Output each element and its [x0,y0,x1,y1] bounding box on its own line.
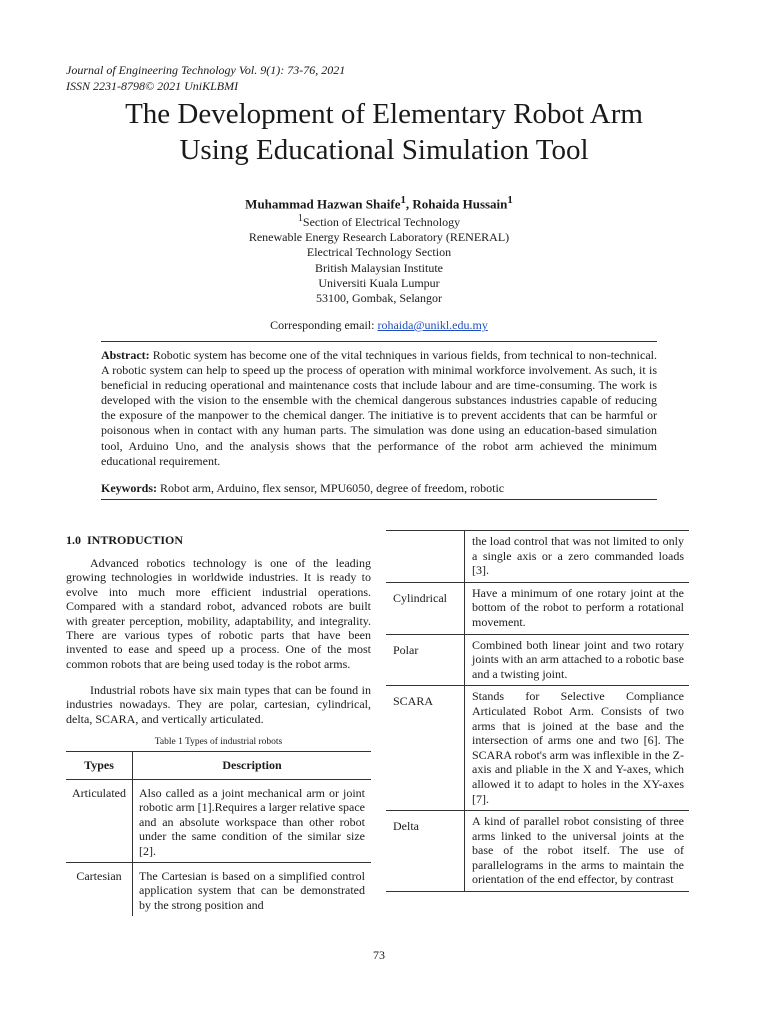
affiliation-block [0,211,758,306]
author-2: Rohaida Hussain [412,196,508,212]
author-list [0,194,758,212]
email-label: Corresponding email: [270,318,378,332]
author-1-affil-sup: 1 [400,194,406,206]
table-row [386,811,689,892]
affiliation-line: Universiti Kuala Lumpur [318,275,440,290]
table-row [386,634,689,686]
affiliation-line: Renewable Energy Research Laboratory (RENERAL) [248,230,510,245]
section-number: 1.0 [66,533,81,547]
title-line-2: Using Educational Simulation Tool [179,134,589,166]
table-row [66,863,371,917]
row-type: SCARA [386,686,465,811]
journal-header [66,62,345,94]
author-1: Muhammad Hazwan Shaife [245,196,401,212]
journal-issn: ISSN 2231-8798© 2021 UniKLBMI [66,79,239,93]
affiliation-line: 53100, Gombak, Selangor [316,291,442,306]
row-type: Delta [386,811,465,892]
intro-paragraph-1: Advanced robotics technology is one of the leading growing technologies in worldwide industries. It is ready to evolve into much more efficient industrial operations. Compared with a standard robot, advanced robots are built with greater perception, mobility, adaptability, and integrality. There are various types of robotic parts that have been invented to ease and speed up a process. One of the most common robots that are being used today is the robot arms. [66,556,371,671]
journal-citation: Journal of Engineering Technology Vol. 9(1): 73-76, 2021 [66,63,346,77]
row-description: Stands for Selective Compliance Articulated Robot Arm. Consists of two arms that is joined at the base and the intersection of arms one and two [6]. The SCARA robot's arm was inflexible in the Z-axis and pliable in the X and Y-axes, which allowed it to adapt to holes in the XY-axes [7]. [465,686,690,811]
row-description: A kind of parallel robot consisting of three arms linked to the universal joints at the base of the robot itself. The use of parallelograms in the arms to maintain the orientation of the end effector, by contrast [465,811,690,892]
robot-types-table-right [386,530,689,892]
row-description: the load control that was not limited to only a single axis or a zero commanded loads [3]. [465,531,690,583]
intro-paragraph-2: Industrial robots have six main types that can be found in industries nowadays. They are polar, cartesian, cylindrical, delta, SCARA, and vertically articulated. [66,683,371,726]
row-description: Also called as a joint mechanical arm or joint robotic arm [1].Requires a larger relative space and an absolute workspace than other robot under the same condition of the similar size [2]. [133,780,372,863]
header-description: Description [133,752,372,780]
table-row [386,531,689,583]
paper-title [0,96,768,168]
abstract-text: Robotic system has become one of the vital techniques in various fields, from technical to non-technical. A robotic system can help to speed up the process of operation with minimal workforce involvement. As such, it is beneficial in reducing operational and maintenance costs that include labour and are time-consuming. The work is developed with the vision to the ensemble with the chemical dangerous substances industries capable of reducing the exposure of the manpower to the chemical danger. The initiative is to prevent accidents that can be harmful or poisonous when in contact with any human parts. The simulation was done using an education-based simulation tool, Arduino Uno, and the analysis shows that the performance of the robot arm achieved the minimum educational requirement. [101,348,657,468]
row-type: Articulated [66,780,133,863]
author-2-affil-sup: 1 [507,194,513,206]
row-type: Cylindrical [386,582,465,634]
page-number: 73 [373,948,385,962]
author-separator: , [405,196,413,212]
email-link[interactable]: rohaida@unikl.edu.my [377,318,488,332]
affiliation-line: $^1$Section of Electrical Technology [297,213,461,229]
abstract-block [101,341,657,469]
robot-types-table-left [66,751,371,916]
table-caption: Table 1 Types of industrial robots [154,737,283,747]
affiliation-line: British Malaysian Institute [315,260,443,275]
row-type [386,531,465,583]
section-heading [66,533,183,548]
section-title: INTRODUCTION [87,533,184,547]
table-row [386,686,689,811]
row-description: The Cartesian is based on a simplified control application system that can be demonstrated by the strong position and [139,869,365,912]
keywords-block [101,481,657,500]
row-description: Have a minimum of one rotary joint at the bottom of the robot to perform a rotational movement. [465,582,690,634]
title-line-1: The Development of Elementary Robot Arm [125,98,643,130]
affiliation-sup: 1 [297,213,303,224]
affiliation-line: Electrical Technology Section [306,245,452,260]
table-row [386,582,689,634]
keywords-text: Robot arm, Arduino, flex sensor, MPU6050, degree of freedom, robotic [157,481,505,495]
row-type: Polar [386,634,465,686]
corresponding-email [0,318,758,333]
table-header-row [66,752,371,780]
row-type: Cartesian [66,863,133,917]
table-row [66,780,371,863]
row-description: Combined both linear joint and two rotary joints with an arm attached to a robotic base and a twisting joint. [465,634,690,686]
keywords-label: Keywords: [101,481,157,495]
abstract-label: Abstract: [101,348,150,362]
header-types: Types [66,752,133,780]
